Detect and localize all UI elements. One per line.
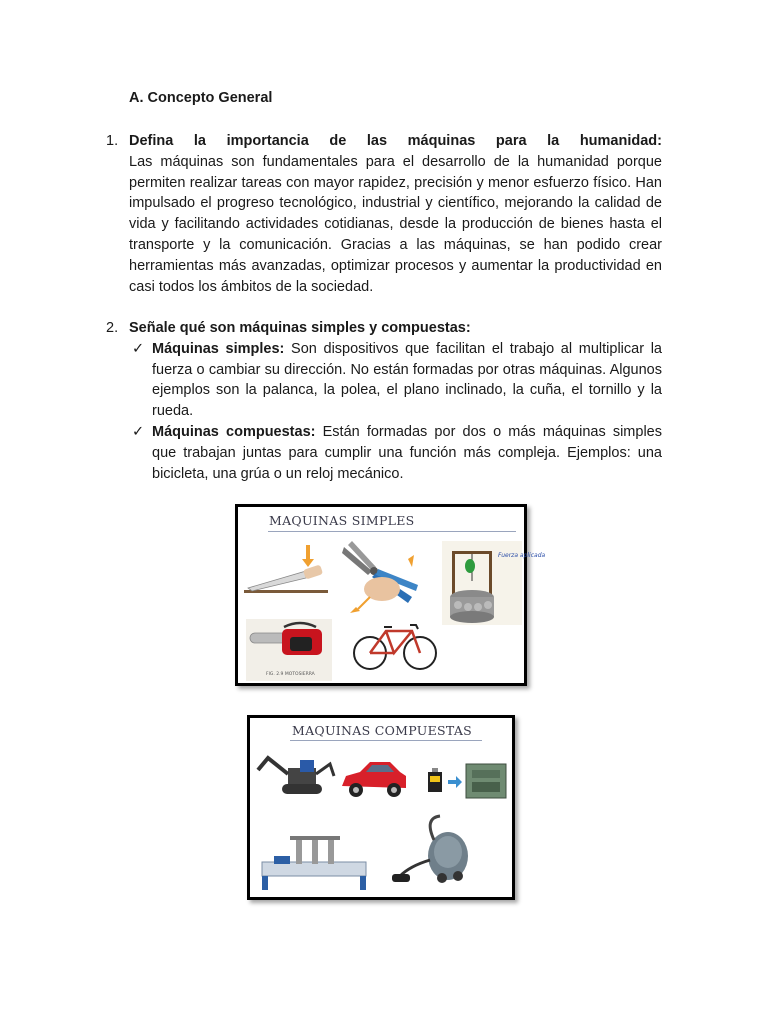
question-2 <box>106 318 662 484</box>
figure-title: MAQUINAS SIMPLES <box>269 513 415 528</box>
question-number: 2. <box>106 320 119 336</box>
question-1 <box>106 131 662 297</box>
vacuum-cleaner-illustration <box>390 810 474 888</box>
term-definition: Son dispositivos que facilitan el trabajo al multiplicar la fuerza o cambiar su dirección. No están formadas por otras máquinas. Algunos ejemplos son la palanca, la polea, el plano inclinado, la cuña, el tornillo y la rueda. <box>152 340 662 420</box>
figure-compound-machines <box>247 715 515 900</box>
battery-motor-illustration <box>424 758 512 804</box>
question-heading: Defina la importancia de las máquinas para la humanidad: <box>129 133 662 149</box>
well-force-label: Fuerza aplicada <box>498 552 546 559</box>
wedge-knife-illustration <box>244 541 328 597</box>
pliers-lever-illustration <box>338 537 424 615</box>
answer-paragraph: Las máquinas son fundamentales para el desarrollo de la humanidad porque permiten realizar tareas con mayor rapidez, precisión y menor esfuerzo físico. Han impulsado el progreso tecnológico, industrial y científico, mejorando la calidad de vida y facilitando actividades cotidianas, desde la producción de bienes hasta el transporte y la comunicación. Gracias a las máquinas, se han podido crear herramientas más avanzadas, optimizar procesos y aumentar la productividad en casi todos los ámbitos de la sociedad. <box>129 153 662 295</box>
list-item-simple <box>129 339 662 422</box>
industrial-machine-illustration <box>256 826 372 896</box>
figure-simple-machines <box>235 504 546 686</box>
figure-title-rule <box>268 531 516 532</box>
figure-title-rule <box>290 740 482 741</box>
question-heading: Señale qué son máquinas simples y compuestas: <box>129 320 471 336</box>
chainsaw-caption: FIG. 2.9 MOTOSIERRA <box>266 672 315 677</box>
well-pulley-illustration <box>442 541 546 625</box>
list-item-compound <box>129 422 662 484</box>
bicycle-illustration <box>350 615 440 673</box>
figure-title: MAQUINAS COMPUESTAS <box>292 723 473 738</box>
section-title: A. Concepto General <box>129 90 273 106</box>
excavator-illustration <box>254 752 336 798</box>
term-definition: Están formadas por dos o más máquinas simples que trabajan juntas para cumplir una función más compleja. Ejemplos: una bicicleta, una grúa o un reloj mecánico. <box>152 423 662 482</box>
checkmark-icon: ✓ <box>132 340 145 357</box>
car-illustration <box>338 756 410 800</box>
checkmark-icon: ✓ <box>132 423 145 440</box>
term-label: Máquinas simples: <box>152 340 285 357</box>
term-label: Máquinas compuestas: <box>152 423 316 440</box>
question-number: 1. <box>106 133 119 149</box>
machine-types-list <box>129 339 662 485</box>
